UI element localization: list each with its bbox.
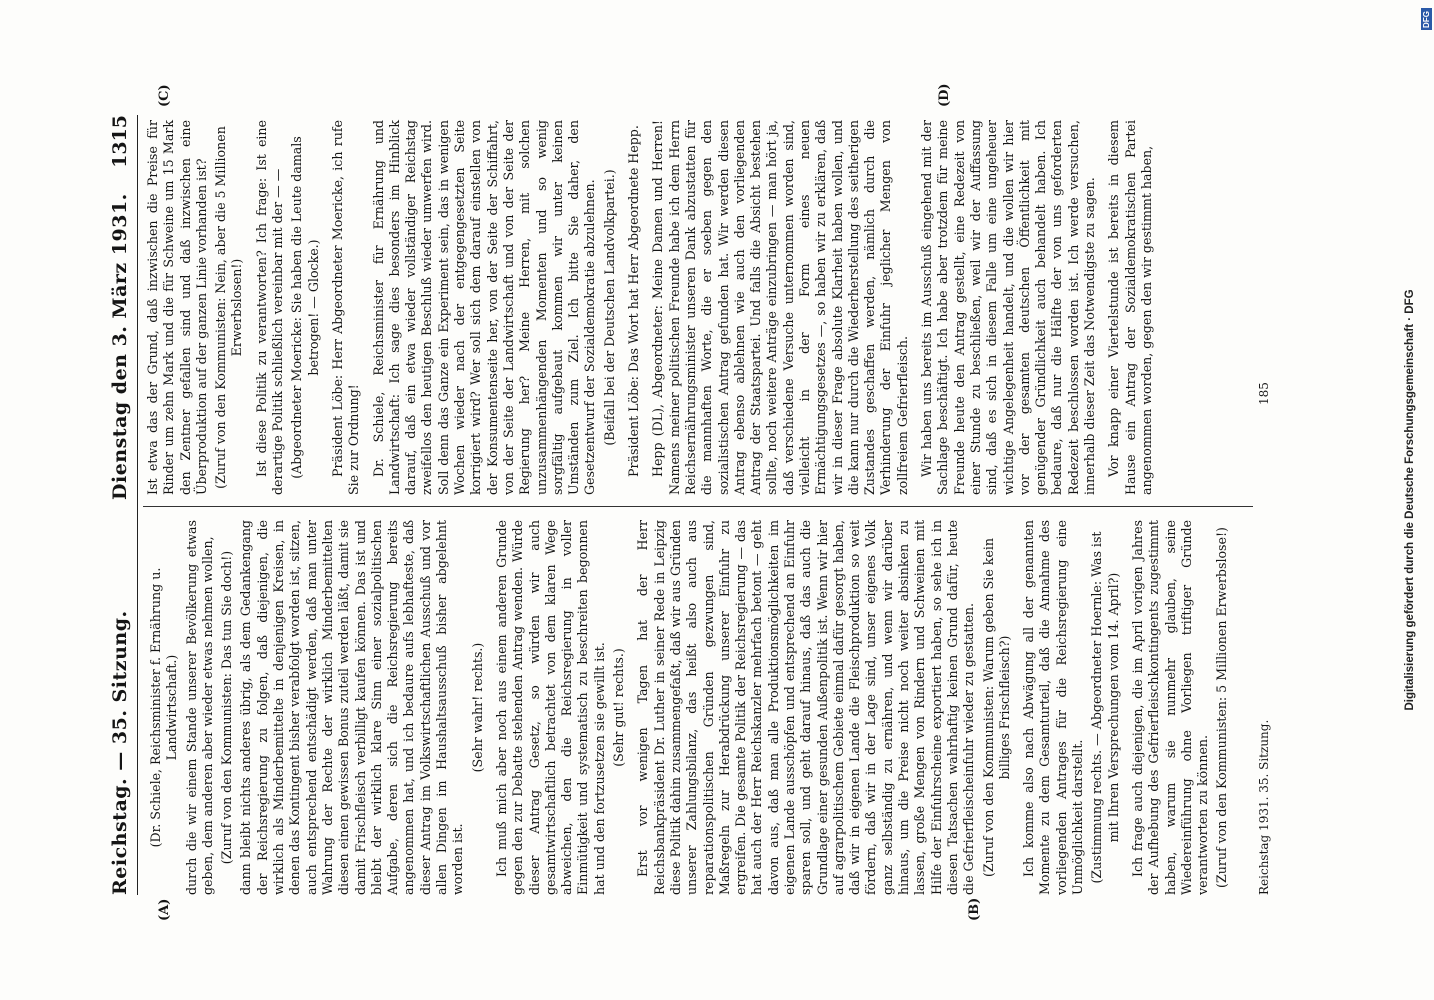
footer-sheet-number: 185 [1257, 382, 1271, 405]
dfg-logo-text: DFG [1422, 10, 1432, 28]
paragraph: Dr. Schiele, Reichsminister für Ernährung und Landwirtschaft: Ich sage dies besonders im Hinblick darauf, daß ein etwa wieder vollständiger Reichstag zweifellos den heutigen Beschluß wieder umwerfen wird. Soll denn das Ganze ein Experiment sein, das in wenigen Wochen wieder nach der entgegengesetzten Seite korrigiert wird? Wer soll sich dem darauf einstellen von der Konsumentenseite her, von der Seite der Schiffahrt, von der Seite der Landwirtschaft und von der Seite der Regierung her? Meine Herren, mit solchen unzusammenhängenden Momenten und so wenig sorgfältig aufgebaut kommen wir unter keinen Umständen zum Ziel. Ich bitte Sie daher, den Gesetzentwurf der Sozialdemokratie abzulehnen. [370, 120, 598, 495]
paragraph: Ist diese Politik zu verantworten? Ich frage: Ist eine derartige Politik schließlich vereinbar mit der — — [253, 120, 286, 495]
column-divider [143, 506, 1253, 507]
rotated-document-page [97, 75, 1337, 925]
margin-marker-a: (A) [157, 898, 172, 921]
interjection-line: (Sehr wahr! rechts.) [469, 642, 485, 773]
interjection-line: (Zuruf von den Kommunisten: Das tun Sie doch!) [219, 550, 235, 865]
paragraph: Vor knapp einer Viertelstunde ist bereits in diesem Hause ein Antrag der Sozialdemokratischen Partei angenommen worden, gegen den wir gestimmt haben, [1106, 120, 1154, 495]
running-header [103, 115, 137, 895]
margin-marker-d: (D) [937, 83, 952, 107]
paragraph: Ich frage auch diejenigen, die im April vorigen Jahres der Aufhebung des Gefrierfleischkontingents zugestimmt haben, warum sie nunmehr glauben, seine Wiedereinführung ohne Vorliegen triftiger Gründe verantworten zu können. [1129, 520, 1211, 895]
dfg-logo [1421, 8, 1432, 30]
paragraph: Präsident Löbe: Herr Abgeordneter Moericke, ich rufe Sie zur Ordnung! [329, 120, 362, 495]
interjection-line: (Zuruf von den Kommunisten: Nein, aber die 5 Millionen Erwerbslosen!) [213, 126, 245, 489]
paragraph: Ist etwa das der Grund, daß inzwischen die Preise für Rinder um zehn Mark und die für Schweine um 15 Mark den Zentner gefallen sind und daß inzwischen eine Überproduktion auf der ganzen Linie vorhanden ist? [145, 120, 209, 495]
paragraph: durch die wir einem Stande unserer Bevölkerung etwas geben, dem anderen aber wieder etwas nehmen wollen, [183, 520, 215, 895]
header-date: Dienstag den 3. März 1931. [109, 193, 131, 500]
paragraph: Ich komme also nach Abwägung all der genannten Momente zu dem Gesamturteil, daß die Annahme des vorliegenden Antrages für die Reichsregierung eine Unmöglichkeit darstellt. [1021, 520, 1086, 895]
header-rule [137, 115, 138, 895]
paragraph: Ich muß mich aber noch aus einem anderen Grunde gegen den zur Debatte stehenden Antrag wenden. Würde dieser Antrag Gesetz, so würden wir auch gesamtwirtschaftlich betrachtet von dem klaren Wege abweichen, den die Reichsregierung in voller Einmütigkeit und systematisch zu beschreiten begonnen hat und den fortzusetzen sie gewillt ist. [493, 520, 607, 895]
right-text-column [145, 120, 1155, 495]
digitization-sidebar [1395, 0, 1434, 1000]
page-number: 1315 [109, 115, 131, 168]
interjection-line: (Beifall bei der Deutschen Landvolkpartei.) [601, 169, 617, 446]
footer-left: Reichstag 1931. 35. Sitzung. [1257, 719, 1271, 895]
interjection-line: (Zuruf von den Kommunisten: 5 Millionen Erwerbslose!) [1214, 527, 1230, 888]
interjection-line: (Dr. Schiele, Reichsminister f. Ernährung u. Landwirtschaft.) [148, 567, 180, 848]
paragraph: Wir haben uns bereits im Ausschuß eingehend mit der Sachlage beschäftigt. Ich habe aber trotzdem für meine Freunde heute den Antrag gestellt, eine Redezeit von einer Stunde zu beschließen, weil wir der Auffassung sind, daß es sich in diesem Falle um eine ungeheuer wichtige Angelegenheit handelt, und die wollen wir hier vor der gesamten deutschen Öffentlichkeit mit genügender Gründlichkeit auch behandelt haben. Ich bedaure, daß nur die Hälfte der von uns geforderten Redezeit beschlossen worden ist. Ich werde versuchen, innerhalb dieser Zeit das Notwendigste zu sagen. [919, 120, 1098, 495]
paragraph: Erst vor wenigen Tagen hat der Herr Reichsbankpräsident Dr. Luther in seiner Rede in Leipzig diese Politik dahin zusammengefaßt, daß wir aus Gründen unserer Zahlungsbilanz, das heißt also auch aus reparationspolitischen Gründen gezwungen sind, Maßregeln zur Herabdrückung unserer Einfuhr zu ergreifen. Die gesamte Politik der Reichsregierung — das hat auch der Herr Reichskanzler mehrfach betont — geht davon aus, daß man alle Produktionsmöglichkeiten im eigenen Lande ausschöpfen und entsprechend an Einfuhr sparen soll, und geht darauf hinaus, daß das auch die Grundlage einer gesunden Außenpolitik ist. Wenn wir hier auf agrarpolitischem Gebiete einmal dafür gesorgt haben, daß wir in eigenen Lande die Fleischproduktion so weit fördern, daß wir in der Lage sind, unser eigenes Volk ganz selbständig zu ernähren, und wenn wir darüber hinaus, um die Preise nicht noch weiter absinken zu lassen, große Mengen von Rindern und Schweinen mit Hilfe der Einfuhrscheine exportiert haben, so sehe ich in diesen Tatsachen wahrhaftig keinen Grund dafür, heute die Gefrierfleischeinfuhr wieder zu gestatten. [635, 520, 977, 895]
interjection-line: (Zustimmung rechts. — Abgeordneter Hoernle: Was ist mit Ihren Versprechungen vom 14. April?) [1089, 531, 1121, 884]
interjection-line: (Zuruf von den Kommunisten: Warum geben Sie kein billiges Frischfleisch?) [980, 537, 1012, 878]
sidebar-credit-text: Digitalisierung gefördert durch die Deutsche Forschungsgemeinschaft · DFG [1404, 289, 1416, 711]
margin-marker-b: (B) [967, 897, 982, 921]
interjection-line: (Sehr gut! rechts.) [611, 648, 627, 767]
interjection-line: (Abgeordneter Moericke: Sie haben die Leute damals betrogen! — Glocke.) [289, 136, 321, 479]
paragraph: dann bleibt nichts anderes übrig, als dem Gedankengang der Reichsregierung zu folgen, daß diejenigen, die wirklich als Minderbemittelte in denjenigen Kreisen, in denen das Kontingent bisher verabfolgt worden ist, sitzen, auch entsprechend entschädigt werden, daß man unter Wahrung der Rechte der wirklich Minderbemittelten diesen einen gewissen Bonus zuteil werden läßt, damit sie damit Frischfleisch verbilligt kaufen können. Das ist und bleibt der wirklich klare Sinn einer sozialpolitischen Aufgabe, deren sich die Reichsregierung bereits angenommen hat, und ich bedaure aufs lebhafteste, daß dieser Antrag im Volkswirtschaftlichen Ausschuß und vor allen Dingen im Haushaltsausschuß bisher abgelehnt worden ist. [238, 520, 466, 895]
header-left: Reichstag. — 35. Sitzung. [109, 610, 131, 895]
paragraph: Präsident Löbe: Das Wort hat Herr Abgeordnete Hepp. [626, 125, 642, 477]
margin-marker-c: (C) [157, 84, 172, 107]
left-text-column [145, 520, 1234, 895]
paragraph: Hepp (DL), Abgeordneter: Meine Damen und Herren! Namens meiner politischen Freunde habe ich dem Herrn Reichsernährungsminister unseren Dank abzustatten für die mannhaften Worte, die er soeben gegen den sozialistischen Antrag gefunden hat. Wir werden diesen Antrag ebenso ablehnen wie auch den vorliegenden Antrag der Staatspartei. Und falls die Absicht bestehen sollte, noch weitere Anträge einzubringen — man hört ja, daß verschiedene Versuche unternommen worden sind, vielleicht in der Form eines neuen Ermächtigungsgesetzes —, so haben wir zu erklären, daß wir in dieser Frage absolute Klarheit haben wollen, und die kann nur durch die Wiederherstellung des seitherigen Zustandes geschaffen werden, nämlich durch die Verhinderung der Einfuhr jeglicher Mengen von zollfreiem Gefrierfleisch. [650, 120, 910, 495]
